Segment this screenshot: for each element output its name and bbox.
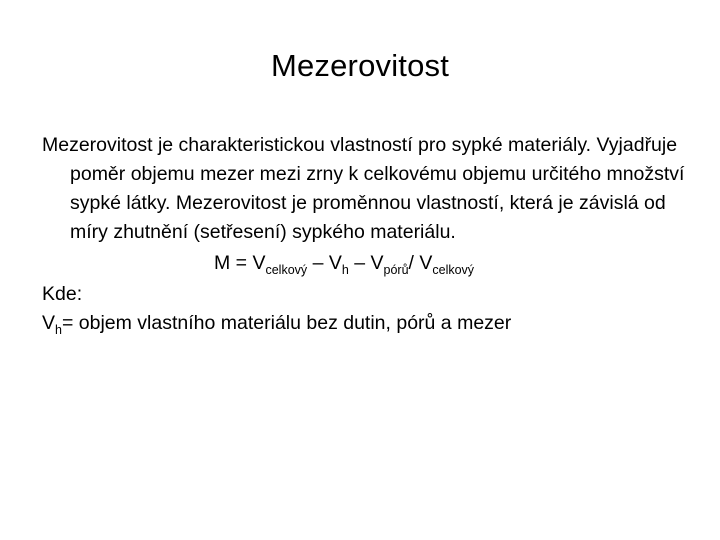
formula-sub-celkovy: celkový [265, 263, 308, 277]
vh-subscript: h [55, 323, 62, 337]
description-paragraph: Mezerovitost je charakteristickou vlastností pro sypké materiály. Vyjadřuje poměr objemu mezer mezi zrny k celkovému objemu určitého množství sypké látky. Mezerovitost je proměnnou vlastností, která je závislá od míry zhutnění (setřesení) sypkého materiálu. [42, 134, 685, 243]
formula-sub-poru: pórů [383, 263, 409, 277]
formula-minus-vh: – V [307, 252, 342, 274]
kde-label: Kde: [42, 283, 83, 305]
formula-lhs: M = V [214, 252, 266, 274]
formula-sub-celkovy-2: celkový [432, 263, 475, 277]
slide-body [42, 131, 692, 338]
formula-divide: / V [408, 252, 433, 274]
formula-minus-vporu: – V [348, 252, 384, 274]
vh-text: = objem vlastního materiálu bez dutin, pórů a mezer [61, 312, 512, 334]
formula [42, 247, 692, 280]
slide-title: Mezerovitost [270, 48, 450, 83]
formula-sub-h: h [341, 263, 349, 277]
vh-definition [42, 309, 692, 338]
vh-symbol: V [42, 312, 56, 334]
